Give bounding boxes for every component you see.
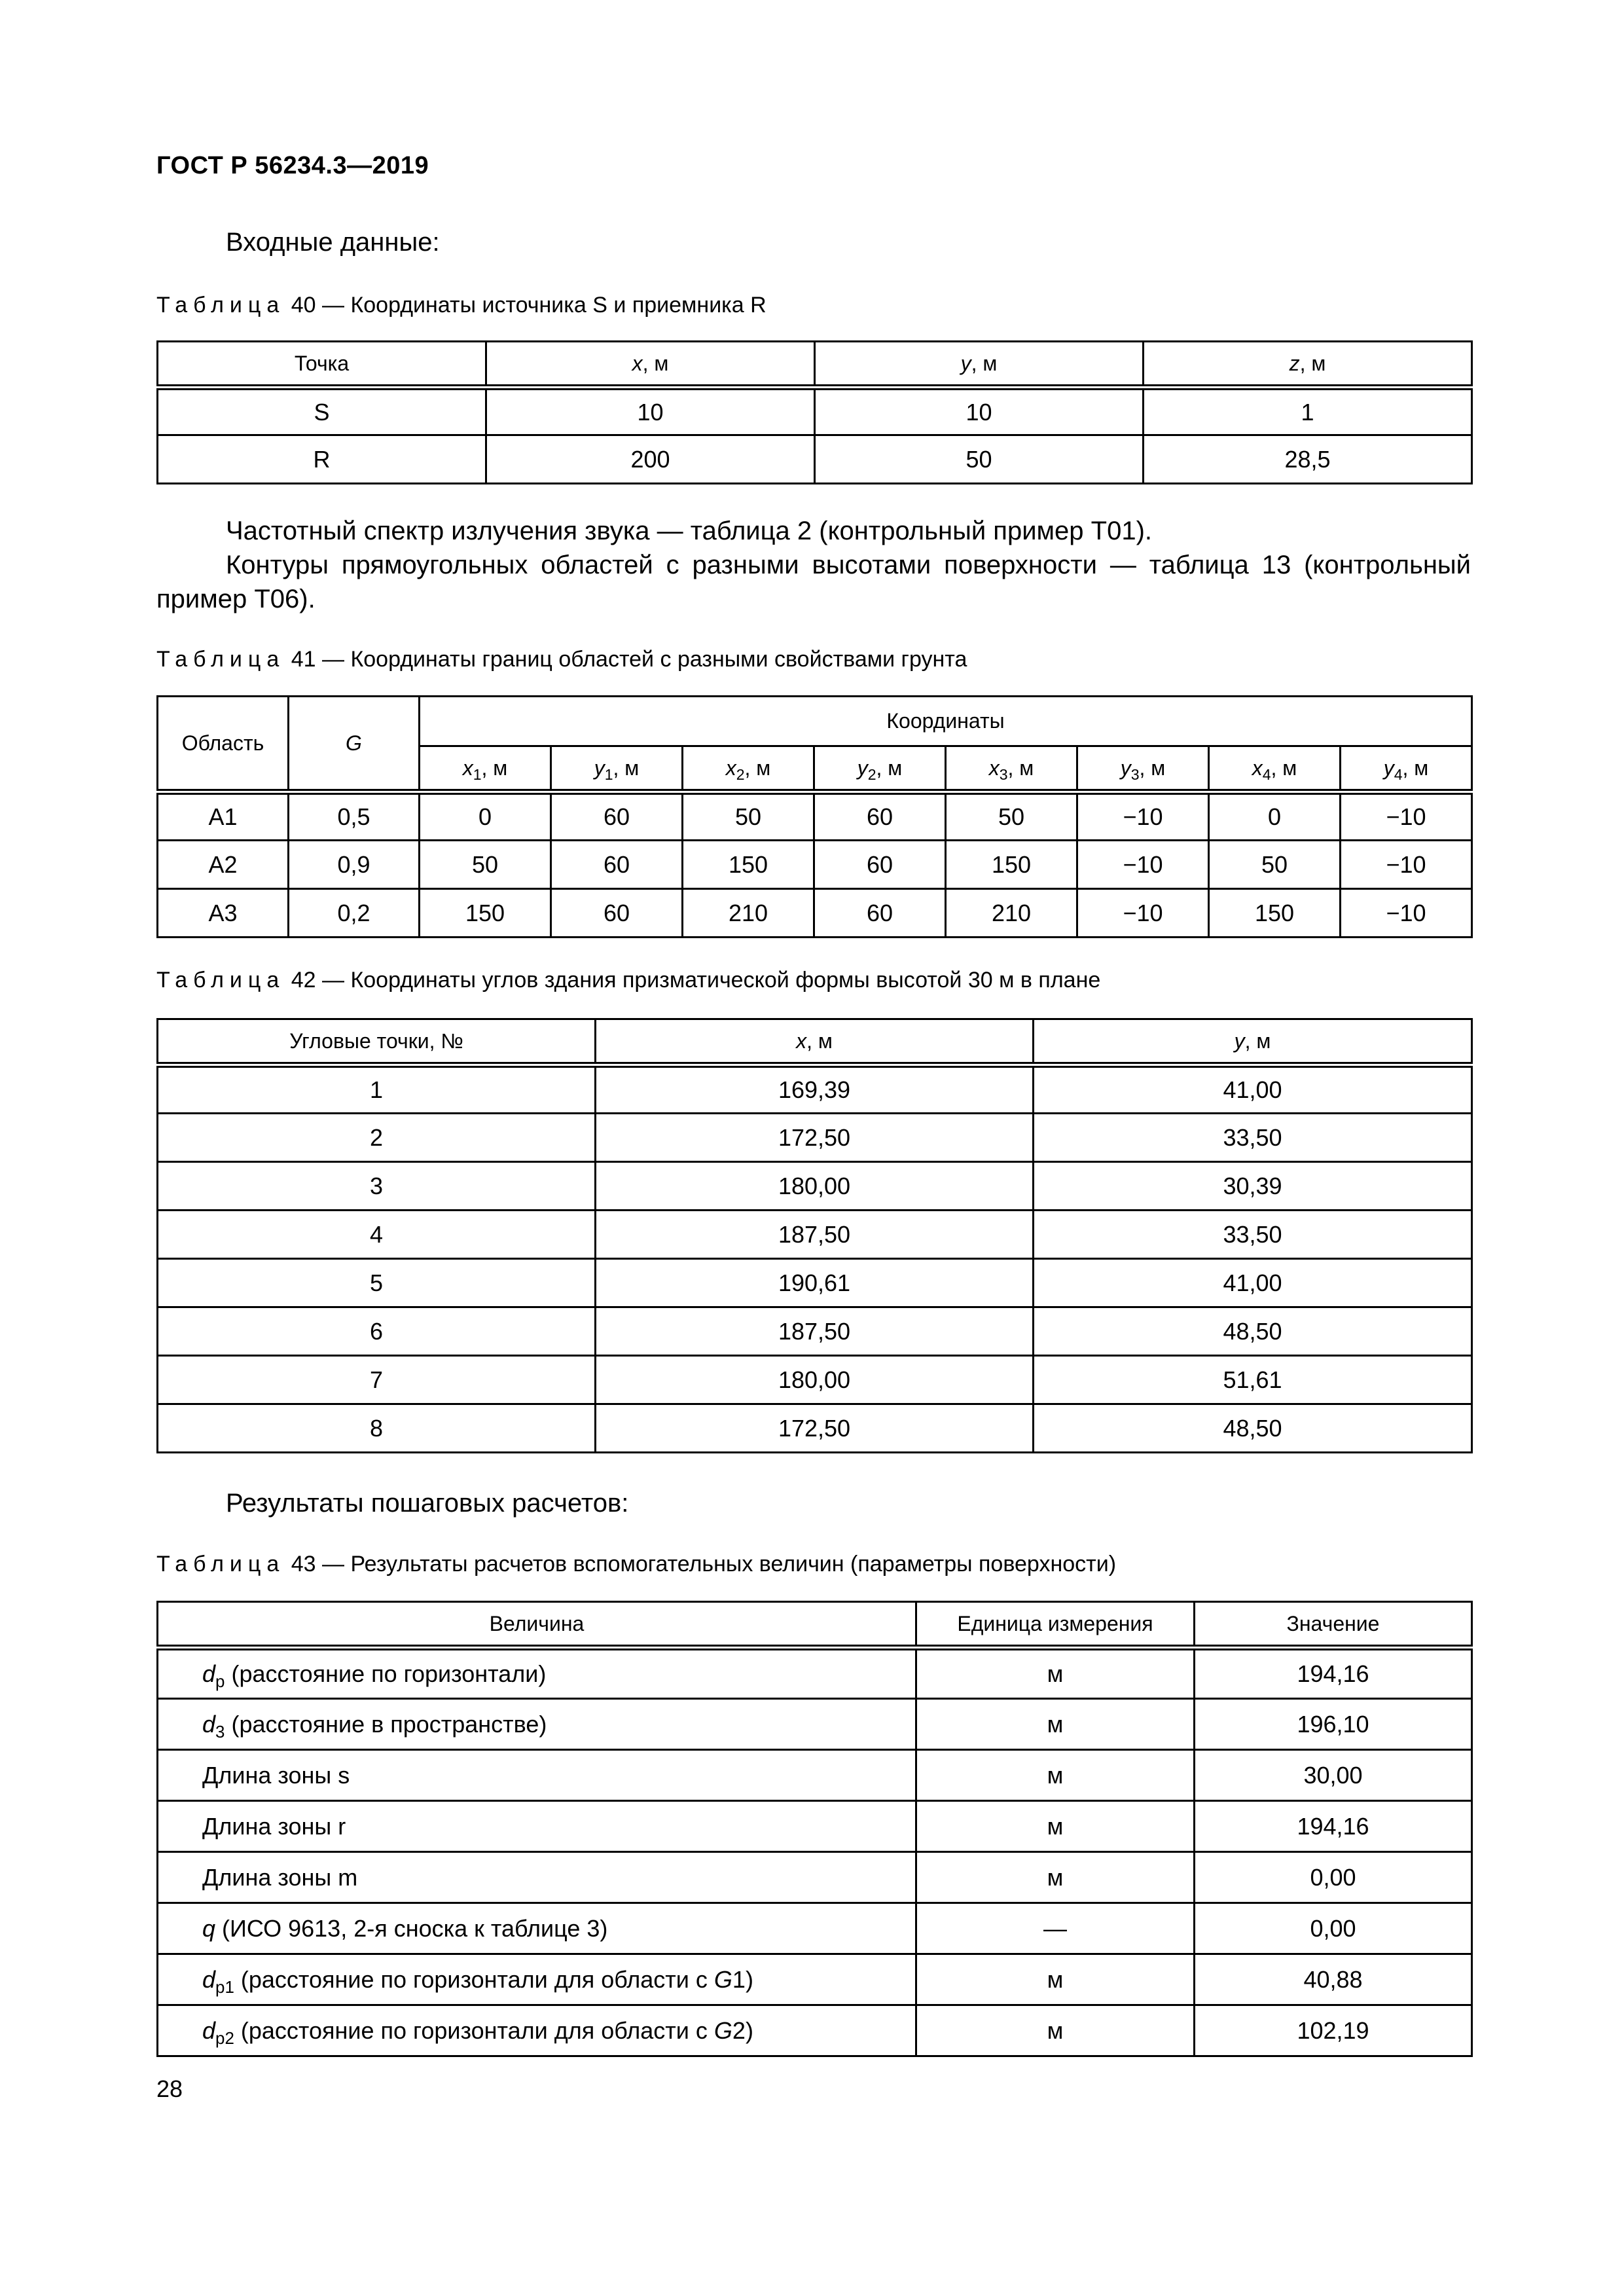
table-43-quantity: $d_p$ (расстояние по горизонтали) — [158, 1648, 916, 1699]
table-40-caption-prefix: Таблица — [156, 293, 285, 318]
table-41-cell: 50 — [683, 792, 814, 841]
table-40-header-y: y, м — [815, 342, 1144, 388]
table-42-cell: 48,50 — [1034, 1404, 1472, 1453]
table-41-header-coordinates: Координаты — [420, 697, 1472, 746]
table-43-value: 0,00 — [1195, 1852, 1472, 1903]
table-43-quantity: q (ИСО 9613, 2-я сноска к таблице 3) — [158, 1903, 916, 1954]
table-40-header-point: Точка — [158, 342, 486, 388]
table-row — [158, 1699, 1472, 1750]
table-row — [158, 1903, 1472, 1954]
table-42-cell: 169,39 — [596, 1065, 1034, 1114]
table-42-cell: 6 — [158, 1307, 596, 1356]
table-43-unit: — — [916, 1903, 1195, 1954]
table-42-cell: 33,50 — [1034, 1211, 1472, 1259]
table-row — [158, 1801, 1472, 1852]
table-41-cell: A3 — [158, 889, 289, 938]
table-43-unit: м — [916, 1954, 1195, 2005]
table-43-header-value: Значение — [1195, 1602, 1472, 1648]
table-43-caption — [156, 1552, 1116, 1577]
table-42-header-row — [158, 1019, 1472, 1065]
table-41-header-row-1 — [158, 697, 1472, 746]
table-41-header-g: G — [289, 697, 420, 792]
table-41-cell: 60 — [551, 792, 683, 841]
table-row — [158, 2005, 1472, 2056]
table-42-caption — [156, 968, 1100, 993]
table-42-caption-prefix: Таблица — [156, 968, 285, 993]
table-41-cell: 50 — [946, 792, 1077, 841]
table-41-cell: A2 — [158, 841, 289, 889]
table-42-header-y: y, м — [1034, 1019, 1472, 1065]
table-41-cell: −10 — [1341, 889, 1472, 938]
table-row — [158, 1114, 1472, 1162]
table-41-header-y2: $y_2$, м — [814, 746, 946, 792]
table-40-caption-text: 40 — Координаты источника S и приемника R — [285, 293, 767, 318]
table-42-cell: 41,00 — [1034, 1259, 1472, 1307]
table-41-cell: 150 — [420, 889, 551, 938]
table-41-header-y4: $y_4$, м — [1341, 746, 1472, 792]
table-40-cell: 28,5 — [1144, 435, 1472, 484]
table-43-quantity: $d_3$ (расстояние в пространстве) — [158, 1699, 916, 1750]
table-41-cell: 0,2 — [289, 889, 420, 938]
table-40-cell: 10 — [815, 388, 1144, 435]
table-43-caption-text: 43 — Результаты расчетов вспомогательных величин (параметры поверхности) — [285, 1552, 1117, 1576]
table-41-cell: −10 — [1077, 889, 1209, 938]
table-43-value: 196,10 — [1195, 1699, 1472, 1750]
table-43-quantity: $d_{p2}$ (расстояние по горизонтали для области с G2) — [158, 2005, 916, 2056]
table-40-cell: 50 — [815, 435, 1144, 484]
table-row — [158, 841, 1472, 889]
table-43-value: 0,00 — [1195, 1903, 1472, 1954]
contours-paragraph-line2: пример Т06). — [156, 585, 316, 613]
results-intro: Результаты пошаговых расчетов: — [226, 1489, 629, 1518]
table-43-value: 194,16 — [1195, 1801, 1472, 1852]
table-41-cell: 210 — [683, 889, 814, 938]
table-42-cell: 180,00 — [596, 1162, 1034, 1211]
table-43-quantity: Длина зоны s — [158, 1750, 916, 1801]
table-row — [158, 388, 1472, 435]
table-row — [158, 1211, 1472, 1259]
table-42-cell: 7 — [158, 1356, 596, 1404]
table-41-cell: 60 — [551, 889, 683, 938]
table-41-cell: 0,5 — [289, 792, 420, 841]
table-40-cell: R — [158, 435, 486, 484]
table-42-header-x: x, м — [596, 1019, 1034, 1065]
table-41-caption — [156, 647, 967, 672]
table-43-value: 30,00 — [1195, 1750, 1472, 1801]
table-row — [158, 1648, 1472, 1699]
table-41-header-x4: $x_4$, м — [1209, 746, 1341, 792]
table-row — [158, 1065, 1472, 1114]
table-41-cell: 60 — [814, 841, 946, 889]
table-40-cell: S — [158, 388, 486, 435]
table-42-cell: 180,00 — [596, 1356, 1034, 1404]
table-42-cell: 172,50 — [596, 1114, 1034, 1162]
table-41-cell: 150 — [1209, 889, 1341, 938]
table-42-cell: 1 — [158, 1065, 596, 1114]
table-row — [158, 1356, 1472, 1404]
document-header: ГОСТ Р 56234.3—2019 — [156, 152, 429, 179]
table-41-cell: 150 — [946, 841, 1077, 889]
table-40-cell: 1 — [1144, 388, 1472, 435]
table-row — [158, 1750, 1472, 1801]
table-43-caption-prefix: Таблица — [156, 1552, 285, 1576]
intro-text: Входные данные: — [226, 228, 440, 257]
table-41-header-area: Область — [158, 697, 289, 792]
table-40-caption — [156, 293, 767, 318]
table-41-caption-text: 41 — Координаты границ областей с разными свойствами грунта — [285, 647, 967, 672]
table-43-value: 102,19 — [1195, 2005, 1472, 2056]
table-40-header-x: x, м — [486, 342, 815, 388]
table-40-cell: 10 — [486, 388, 815, 435]
table-43-unit: м — [916, 1648, 1195, 1699]
table-40-cell: 200 — [486, 435, 815, 484]
table-42-cell: 187,50 — [596, 1307, 1034, 1356]
table-42-cell: 30,39 — [1034, 1162, 1472, 1211]
table-41-cell: 60 — [551, 841, 683, 889]
table-42-cell: 33,50 — [1034, 1114, 1472, 1162]
table-43 — [156, 1601, 1473, 2057]
table-41-header-x3: $x_3$, м — [946, 746, 1077, 792]
table-43-value: 40,88 — [1195, 1954, 1472, 2005]
table-43-header-quantity: Величина — [158, 1602, 916, 1648]
table-43-quantity: Длина зоны m — [158, 1852, 916, 1903]
table-42 — [156, 1018, 1473, 1453]
table-43-header-row — [158, 1602, 1472, 1648]
table-43-unit: м — [916, 1750, 1195, 1801]
table-41-header-x2: $x_2$, м — [683, 746, 814, 792]
table-row — [158, 435, 1472, 484]
table-42-caption-text: 42 — Координаты углов здания призматической формы высотой 30 м в плане — [285, 968, 1101, 993]
table-43-header-unit: Единица измерения — [916, 1602, 1195, 1648]
table-42-cell: 3 — [158, 1162, 596, 1211]
table-42-cell: 187,50 — [596, 1211, 1034, 1259]
table-43-quantity: $d_{p1}$ (расстояние по горизонтали для области с G1) — [158, 1954, 916, 2005]
table-43-unit: м — [916, 2005, 1195, 2056]
table-41-cell: 0,9 — [289, 841, 420, 889]
table-42-header-corner: Угловые точки, № — [158, 1019, 596, 1065]
page-number: 28 — [156, 2075, 183, 2102]
table-42-cell: 51,61 — [1034, 1356, 1472, 1404]
table-42-cell: 190,61 — [596, 1259, 1034, 1307]
table-42-cell: 41,00 — [1034, 1065, 1472, 1114]
table-41-cell: 50 — [1209, 841, 1341, 889]
table-41-cell: 60 — [814, 889, 946, 938]
table-42-cell: 172,50 — [596, 1404, 1034, 1453]
table-41-header-y1: $y_1$, м — [551, 746, 683, 792]
table-43-quantity: Длина зоны r — [158, 1801, 916, 1852]
table-40-header-z: z, м — [1144, 342, 1472, 388]
table-41-cell: −10 — [1341, 841, 1472, 889]
table-41-cell: 0 — [1209, 792, 1341, 841]
contours-paragraph-line1: Контуры прямоугольных областей с разными высотами поверхности — таблица 13 (контрольный — [226, 551, 1471, 579]
table-41-cell: 0 — [420, 792, 551, 841]
table-41 — [156, 695, 1473, 938]
table-row — [158, 1954, 1472, 2005]
table-43-unit: м — [916, 1801, 1195, 1852]
table-row — [158, 1404, 1472, 1453]
table-41-cell: 210 — [946, 889, 1077, 938]
table-42-cell: 48,50 — [1034, 1307, 1472, 1356]
table-41-cell: −10 — [1077, 841, 1209, 889]
table-41-header-x1: $x_1$, м — [420, 746, 551, 792]
table-row — [158, 792, 1472, 841]
table-40-header-row — [158, 342, 1472, 388]
table-41-cell: 60 — [814, 792, 946, 841]
table-42-cell: 5 — [158, 1259, 596, 1307]
table-43-unit: м — [916, 1852, 1195, 1903]
table-42-cell: 2 — [158, 1114, 596, 1162]
table-41-header-y3: $y_3$, м — [1077, 746, 1209, 792]
table-41-cell: 150 — [683, 841, 814, 889]
table-43-value: 194,16 — [1195, 1648, 1472, 1699]
table-row — [158, 1307, 1472, 1356]
table-row — [158, 889, 1472, 938]
table-41-cell: A1 — [158, 792, 289, 841]
spectrum-paragraph: Частотный спектр излучения звука — таблица 2 (контрольный пример Т01). — [226, 517, 1152, 545]
table-42-cell: 4 — [158, 1211, 596, 1259]
table-41-cell: 50 — [420, 841, 551, 889]
table-row — [158, 1162, 1472, 1211]
table-41-cell: −10 — [1077, 792, 1209, 841]
table-41-cell: −10 — [1341, 792, 1472, 841]
table-43-unit: м — [916, 1699, 1195, 1750]
table-41-caption-prefix: Таблица — [156, 647, 285, 672]
table-42-cell: 8 — [158, 1404, 596, 1453]
table-row — [158, 1852, 1472, 1903]
table-40 — [156, 340, 1473, 484]
table-row — [158, 1259, 1472, 1307]
